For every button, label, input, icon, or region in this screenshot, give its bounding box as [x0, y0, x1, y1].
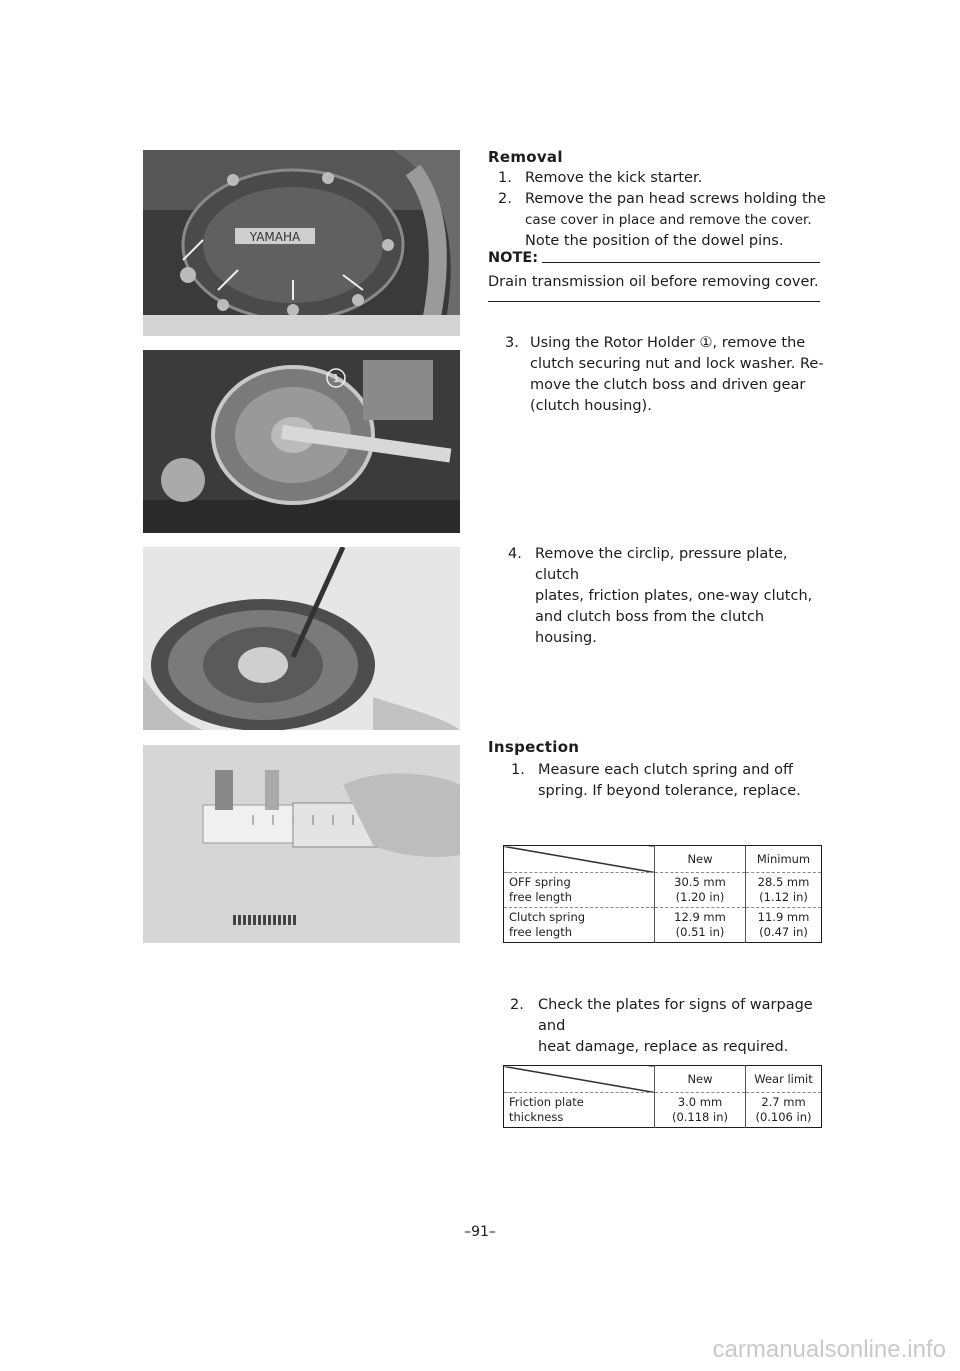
- step-text-line: spring. If beyond tolerance, replace.: [538, 783, 801, 799]
- removal-heading: Removal: [488, 148, 563, 166]
- caliper-spring-photo: [143, 745, 460, 943]
- value-metric: 12.9 mm: [674, 910, 726, 924]
- step-text: [525, 189, 828, 252]
- watermark: carmanualsonline.info: [712, 1336, 946, 1363]
- table-corner-cell: [504, 1066, 655, 1093]
- row-label: [504, 873, 655, 908]
- row-label-line: Friction plate: [509, 1095, 584, 1109]
- col-header-new: New: [655, 846, 746, 873]
- inspection-heading: Inspection: [488, 738, 580, 756]
- step-text-line: Using the Rotor Holder ①, remove the: [530, 335, 806, 351]
- removal-step-4: [508, 544, 828, 646]
- step-number: 2.: [498, 191, 512, 207]
- row-label-line: thickness: [509, 1110, 564, 1124]
- step-text: Remove the kick starter.: [525, 170, 703, 186]
- row-label: [504, 908, 655, 943]
- value-metric: 30.5 mm: [674, 875, 726, 889]
- step-text: [530, 333, 825, 417]
- row-label-line: free length: [509, 890, 572, 904]
- yamaha-badge: YAMAHA: [249, 230, 301, 244]
- new-value: [655, 908, 746, 943]
- value-metric: 2.7 mm: [761, 1095, 806, 1109]
- step-text-line: Measure each clutch spring and off: [538, 762, 793, 778]
- step-text: [535, 544, 828, 649]
- table-row: [504, 908, 822, 943]
- note-divider: [542, 262, 820, 263]
- step-number: 2.: [510, 997, 524, 1013]
- col-header-new: New: [655, 1066, 746, 1093]
- spring-spec-table: [503, 845, 822, 943]
- note-text: Drain transmission oil before removing cover.: [488, 274, 819, 290]
- step-text-line: case cover in place and remove the cover.: [525, 212, 812, 228]
- step-text: [538, 995, 830, 1058]
- row-label: [504, 1093, 655, 1128]
- step-text-line: plates, friction plates, one-way clutch,: [535, 588, 813, 604]
- row-label-line: free length: [509, 925, 572, 939]
- rotor-holder-callout: 1: [332, 372, 340, 385]
- case-cover-photo: [143, 150, 460, 336]
- removal-step-1: [498, 168, 828, 189]
- note-divider: [488, 301, 820, 302]
- value-imperial: (0.106 in): [755, 1110, 812, 1124]
- table-corner-cell: [504, 846, 655, 873]
- new-value: [655, 873, 746, 908]
- removal-step-3: [505, 333, 825, 417]
- rotor-holder-photo: [143, 350, 460, 533]
- table-row: [504, 873, 822, 908]
- inspection-step-1: [511, 760, 831, 802]
- step-number: 4.: [508, 546, 522, 562]
- step-text-line: move the clutch boss and driven gear: [530, 377, 806, 393]
- col-header-wear-limit: Wear limit: [746, 1066, 822, 1093]
- value-metric: 3.0 mm: [677, 1095, 723, 1109]
- removal-step-2: [498, 189, 828, 252]
- value-imperial: (0.47 in): [759, 925, 808, 939]
- new-value: [655, 1093, 746, 1128]
- value-metric: 28.5 mm: [757, 875, 810, 889]
- value-metric: 11.9 mm: [757, 910, 810, 924]
- friction-plate-spec-table: [503, 1065, 822, 1128]
- value-imperial: (1.12 in): [759, 890, 808, 904]
- note-label: NOTE:: [488, 250, 539, 266]
- step-text-line: (clutch housing).: [530, 398, 652, 414]
- step-text-line: Remove the pan head screws holding the: [525, 191, 826, 207]
- row-label-line: OFF spring: [509, 875, 571, 889]
- step-text-line: Remove the circlip, pressure plate, clutch: [535, 546, 788, 583]
- minimum-value: [746, 908, 822, 943]
- step-text-line: Check the plates for signs of warpage and: [538, 997, 813, 1034]
- step-text: [538, 760, 831, 802]
- table-header-row: [504, 1066, 822, 1093]
- value-imperial: (0.51 in): [675, 925, 725, 939]
- step-text-line: Note the position of the dowel pins.: [525, 233, 784, 249]
- clutch-housing-photo: [143, 547, 460, 730]
- table-row: [504, 1093, 822, 1128]
- step-text-line: heat damage, replace as required.: [538, 1039, 789, 1055]
- step-number: 3.: [505, 335, 519, 351]
- col-header-minimum: Minimum: [746, 846, 822, 873]
- step-number: 1.: [498, 170, 512, 186]
- page-number: –91–: [464, 1224, 496, 1240]
- wear-limit-value: [746, 1093, 822, 1128]
- value-imperial: (0.118 in): [671, 1110, 729, 1124]
- inspection-step-2: [510, 995, 830, 1055]
- minimum-value: [746, 873, 822, 908]
- step-text-line: clutch securing nut and lock washer. Re-: [530, 356, 824, 372]
- value-imperial: (1.20 in): [675, 890, 725, 904]
- step-text-line: and clutch boss from the clutch housing.: [535, 609, 765, 646]
- row-label-line: Clutch spring: [509, 910, 586, 924]
- table-header-row: [504, 846, 822, 873]
- step-number: 1.: [511, 762, 525, 778]
